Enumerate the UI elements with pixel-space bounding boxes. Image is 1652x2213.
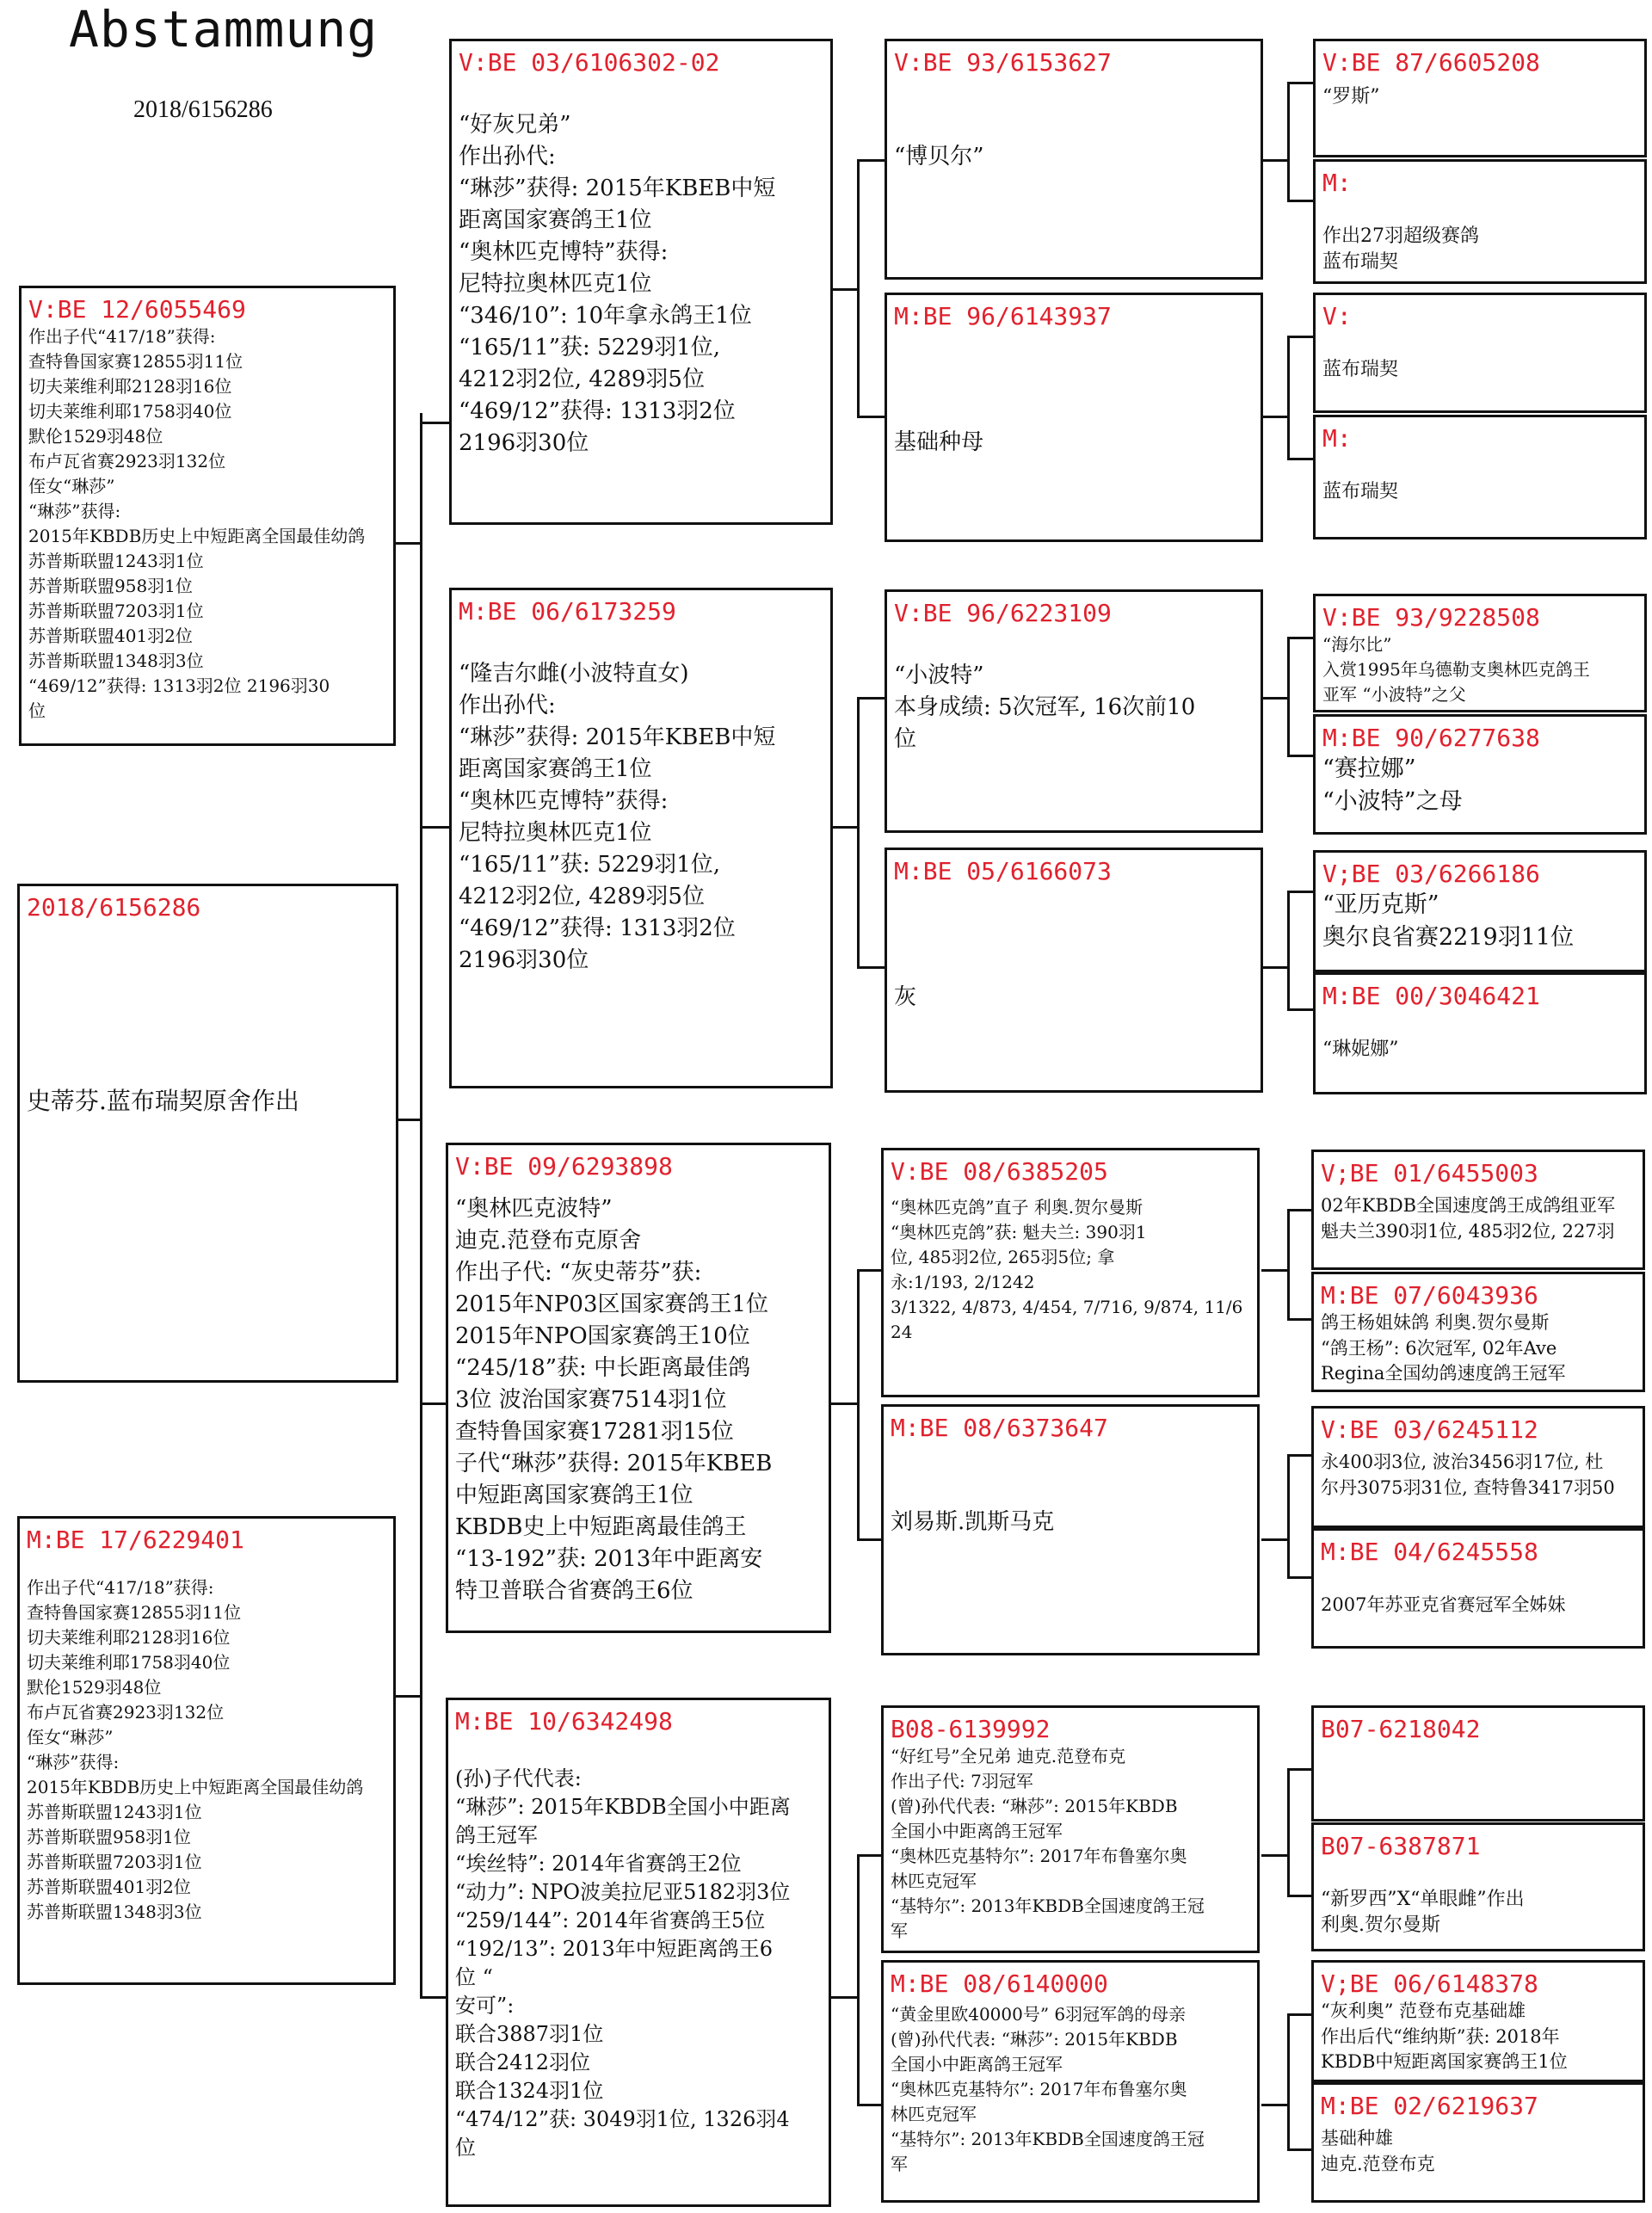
- text-line: [894, 363, 1255, 395]
- ancestor-box-5[interactable]: [1313, 594, 1647, 712]
- text-line: 军: [891, 1920, 908, 1941]
- registration-number: B07-6218042: [1321, 1715, 1481, 1743]
- text-line: 永:1/193, 2/1242: [891, 1272, 1035, 1292]
- connector-line: [1261, 966, 1287, 969]
- text-line: 02年KBDB全国速度鸽王成鸽组亚军: [1321, 1195, 1616, 1216]
- text-line: 2196羽30位: [459, 430, 589, 456]
- text-line: 入赏1995年乌德勒支奥林匹克鸽王: [1322, 659, 1590, 680]
- registration-number: V:: [1322, 302, 1352, 330]
- text-line: 蓝布瑞契: [1322, 251, 1399, 273]
- text-line: [455, 1736, 823, 1765]
- great-grandparent-box-8[interactable]: [881, 1960, 1260, 2203]
- registration-number: V:BE 03/6106302-02: [459, 48, 720, 77]
- text-line: 联合1324羽1位: [455, 2079, 604, 2103]
- text-line: 距离国家赛鸽王1位: [459, 756, 652, 782]
- connector-line: [1287, 2148, 1313, 2151]
- text-line: 侄女“琳莎”: [27, 1727, 114, 1748]
- connector-line: [857, 159, 860, 417]
- text-line: 查特鲁国家赛12855羽11位: [28, 351, 243, 372]
- connector-line: [857, 1854, 860, 2104]
- connector-line: [394, 542, 420, 545]
- connector-line: [1287, 1209, 1313, 1211]
- registration-number: V:BE 93/6153627: [894, 48, 1112, 77]
- text-line: 2015年NPO国家赛鸽王10位: [455, 1323, 750, 1349]
- registration-number: M:BE 96/6143937: [894, 302, 1112, 330]
- text-line: “鸽王杨”: 6次冠军, 02年Ave: [1321, 1337, 1557, 1359]
- text-line: 作出孙代:: [459, 693, 556, 718]
- ancestor-box-8[interactable]: [1313, 972, 1647, 1094]
- text-line: 2015年KBDB历史上中短距离全国最佳幼鸽: [28, 526, 366, 546]
- ancestor-box-16[interactable]: [1311, 2082, 1645, 2203]
- registration-number: M:BE 00/3046421: [1322, 982, 1540, 1010]
- text-line: “469/12”获得: 1313羽2位: [459, 398, 736, 424]
- connector-line: [857, 1269, 881, 1272]
- text-line: [894, 109, 1255, 141]
- text-line: [1321, 1861, 1637, 1887]
- text-line: [459, 77, 825, 109]
- text-line: [894, 628, 1255, 660]
- registration-number: M:BE 08/6373647: [891, 1414, 1108, 1442]
- connector-line: [1287, 637, 1290, 757]
- text-line: 苏普斯联盟1348羽3位: [28, 650, 204, 671]
- connector-line: [1261, 1854, 1287, 1857]
- connector-line: [857, 1854, 881, 1857]
- text-line: [894, 77, 1255, 109]
- text-line: “奥林匹克基特尔”: 2017年布鲁塞尔奥: [891, 1846, 1187, 1866]
- text-line: 鸽王冠军: [455, 1823, 538, 1847]
- text-line: “165/11”获: 5229羽1位,: [459, 335, 721, 361]
- text-line: 位: [28, 700, 46, 721]
- registration-number: V;BE 06/6148378: [1321, 1970, 1538, 1998]
- registration-number: M:BE 02/6219637: [1321, 2092, 1538, 2120]
- text-line: “13-192”获: 2013年中距离安: [455, 1546, 763, 1572]
- text-line: [894, 395, 1255, 427]
- text-line: 利奥.贺尔曼斯: [1321, 1914, 1440, 1936]
- text-line: [894, 950, 1255, 982]
- connector-line: [1287, 1209, 1290, 1321]
- text-line: “琳莎”获得: 2015年KBEB中短: [459, 724, 776, 750]
- text-line: 全国小中距离鸽王冠军: [891, 2054, 1063, 2074]
- connector-line: [420, 413, 422, 826]
- text-line: “动力”: NPO波美拉尼亚5182羽3位: [455, 1880, 791, 1904]
- registration-number: B08-6139992: [891, 1715, 1051, 1743]
- great-grandparent-box-3[interactable]: [885, 589, 1263, 833]
- text-line: 作出27羽超级赛鸽: [1322, 225, 1479, 247]
- text-line: 距离国家赛鸽王1位: [459, 207, 652, 233]
- granddam-paternal-box[interactable]: [449, 588, 833, 1088]
- text-line: 刘易斯.凯斯马克: [891, 1509, 1055, 1535]
- text-line: 作出后代“维纳斯”获: 2018年: [1321, 2025, 1560, 2047]
- text-line: [1322, 331, 1639, 357]
- text-line: 联合2412羽位: [455, 2050, 591, 2074]
- text-line: 布卢瓦省赛2923羽132位: [28, 451, 226, 472]
- text-line: “新罗西”X“单眼雌”作出: [1321, 1889, 1525, 1910]
- connector-line: [1287, 1318, 1313, 1321]
- ancestor-box-7[interactable]: [1313, 850, 1647, 972]
- text-line: 3位 波治国家赛7514羽1位: [455, 1387, 727, 1413]
- registration-number: B07-6387871: [1321, 1832, 1481, 1860]
- text-line: [894, 918, 1255, 950]
- connector-line: [420, 826, 449, 829]
- connector-line: [420, 422, 449, 424]
- text-line: “奥林匹克博特”获得:: [459, 239, 669, 265]
- text-line: “192/13”: 2013年中短距离鸽王6: [455, 1937, 774, 1961]
- text-line: 位: [894, 726, 917, 752]
- text-line: 2007年苏亚克省赛冠军全姊妹: [1321, 1593, 1566, 1615]
- text-line: 基础种母: [894, 429, 984, 455]
- text-line: “奥林匹克鸽”直子 利奥.贺尔曼斯: [891, 1197, 1143, 1217]
- ancestor-box-3[interactable]: [1313, 293, 1647, 413]
- ancestor-box-15[interactable]: [1311, 1960, 1645, 2082]
- text-line: (曾)孙代代表: “琳莎”: 2015年KBDB: [891, 1796, 1178, 1816]
- text-line: “奥林匹克博特”获得:: [459, 788, 669, 814]
- registration-number: M:BE 04/6245558: [1321, 1538, 1538, 1566]
- text-line: 基础种雄: [1321, 2128, 1393, 2148]
- text-line: 苏普斯联盟401羽2位: [27, 1877, 191, 1897]
- connector-line: [857, 697, 860, 969]
- connector-line: [1287, 755, 1313, 757]
- text-line: 切夫莱维利耶2128羽16位: [28, 376, 232, 397]
- registration-number: V:BE 12/6055469: [28, 295, 246, 324]
- registration-number: V:BE 03/6245112: [1321, 1415, 1538, 1444]
- text-line: “259/144”: 2014年省赛鸽王5位: [455, 1908, 766, 1933]
- registration-number: 2018/6156286: [27, 893, 201, 922]
- text-line: “埃丝特”: 2014年省赛鸽王2位: [455, 1852, 742, 1876]
- text-line: 本身成绩: 5次冠军, 16次前10: [894, 694, 1196, 720]
- text-line: 尼特拉奥林匹克1位: [459, 820, 652, 846]
- registration-number: V:BE 87/6605208: [1322, 48, 1540, 77]
- text-line: 永400羽3位, 波治3456羽17位, 杜: [1321, 1452, 1604, 1472]
- connector-line: [857, 416, 885, 418]
- text-line: 2015年NP03区国家赛鸽王1位: [455, 1291, 769, 1317]
- text-line: “469/12”获得: 1313羽2位: [459, 915, 736, 941]
- registration-number: V;BE 01/6455003: [1321, 1159, 1538, 1187]
- text-line: “罗斯”: [1322, 86, 1380, 108]
- registration-number: M:BE 05/6166073: [894, 857, 1112, 885]
- text-line: “亚历克斯”: [1322, 891, 1439, 918]
- text-line: [894, 331, 1255, 363]
- text-line: 4212羽2位, 4289羽5位: [459, 367, 705, 392]
- text-line: 位, 485羽2位, 265羽5位; 拿: [891, 1247, 1115, 1267]
- text-line: [891, 1443, 1252, 1475]
- great-grandparent-box-7[interactable]: [881, 1705, 1260, 1953]
- text-line: “好红号”全兄弟 迪克.范登布克: [891, 1746, 1126, 1766]
- connector-line: [1287, 1008, 1313, 1011]
- grandsire-paternal-box[interactable]: [449, 39, 833, 525]
- text-line: 默伦1529羽48位: [28, 426, 163, 447]
- great-grandparent-box-4[interactable]: [885, 848, 1263, 1093]
- text-line: 军: [891, 2154, 908, 2174]
- connector-line: [1261, 416, 1287, 418]
- registration-number: M:: [1322, 169, 1352, 197]
- connector-line: [1287, 200, 1313, 202]
- text-line: [1322, 1011, 1639, 1037]
- text-line: 尔丹3075羽31位, 查特鲁3417羽50: [1321, 1476, 1615, 1498]
- text-line: “好灰兄弟”: [459, 112, 571, 138]
- ancestor-box-13[interactable]: [1311, 1705, 1645, 1822]
- text-line: “奥林匹克鸽”获: 魁夫兰: 390羽1: [891, 1222, 1147, 1242]
- text-line: 切夫莱维利耶1758羽40位: [27, 1652, 231, 1673]
- ancestor-box-2[interactable]: [1313, 159, 1647, 284]
- text-line: 苏普斯联盟7203羽1位: [27, 1852, 202, 1872]
- text-line: 蓝布瑞契: [1322, 359, 1399, 380]
- text-line: “灰利奥” 范登布克基础雄: [1321, 2000, 1526, 2021]
- connector-line: [1287, 891, 1290, 1011]
- text-line: “165/11”获: 5229羽1位,: [459, 852, 721, 878]
- text-line: “474/12”获: 3049羽1位, 1326羽4: [455, 2107, 790, 2131]
- connector-line: [1287, 1454, 1290, 1579]
- connector-line: [1287, 82, 1313, 84]
- text-line: 史蒂芬.蓝布瑞契原舍作出: [27, 1087, 299, 1115]
- connector-line: [1287, 2013, 1290, 2151]
- text-line: 全国小中距离鸽王冠军: [891, 1821, 1063, 1841]
- text-line: “346/10”: 10年拿永鸽王1位: [459, 303, 752, 329]
- text-line: 作出子代: “灰史蒂芬”获:: [455, 1260, 702, 1285]
- text-line: 作出子代: 7羽冠军: [891, 1771, 1033, 1791]
- text-line: “琳妮娜”: [1322, 1039, 1399, 1060]
- text-line: “469/12”获得: 1313羽2位 2196羽30: [28, 675, 330, 696]
- text-line: (曾)孙代代表: “琳莎”: 2015年KBDB: [891, 2029, 1178, 2050]
- text-line: [1321, 1567, 1637, 1593]
- connector-line: [857, 1269, 860, 1540]
- subject-box[interactable]: [17, 884, 398, 1383]
- text-line: 鸽王杨姐妹鸽 利奥.贺尔曼斯: [1321, 1312, 1550, 1333]
- connector-line: [1261, 2104, 1287, 2106]
- connector-line: [857, 159, 885, 162]
- registration-number: M:BE 07/6043936: [1321, 1281, 1538, 1310]
- text-line: 迪克.范登布克原舍: [455, 1228, 642, 1254]
- ancestor-box-12[interactable]: [1311, 1528, 1645, 1649]
- connector-line: [1261, 159, 1287, 162]
- registration-number: M:: [1322, 424, 1352, 453]
- text-line: 切夫莱维利耶1758羽40位: [28, 401, 232, 422]
- connector-line: [1287, 2013, 1313, 2016]
- text-line: 作出子代“417/18”获得:: [27, 1577, 214, 1598]
- text-line: Regina全国幼鸽速度鸽王冠军: [1321, 1363, 1566, 1384]
- text-line: “博贝尔”: [894, 144, 984, 170]
- connector-line: [1261, 1538, 1287, 1541]
- connector-line: [1287, 458, 1313, 460]
- connector-line: [857, 2104, 881, 2106]
- great-grandparent-box-1[interactable]: [885, 39, 1263, 280]
- text-line: 位 “: [455, 1965, 493, 1989]
- text-line: “琳莎”获得: 2015年KBEB中短: [459, 176, 776, 201]
- text-line: 切夫莱维利耶2128羽16位: [27, 1627, 231, 1648]
- great-grandparent-box-5[interactable]: [881, 1148, 1260, 1397]
- text-line: “海尔比”: [1322, 634, 1392, 655]
- page-title: Abstammung: [69, 0, 379, 59]
- text-line: 2196羽30位: [459, 947, 589, 973]
- registration-number: M:BE 17/6229401: [27, 1526, 244, 1554]
- text-line: “琳莎”: 2015年KBDB全国小中距离: [455, 1795, 791, 1819]
- connector-line: [1287, 891, 1313, 893]
- registration-number: V:BE 08/6385205: [891, 1157, 1108, 1186]
- text-line: 安可”:: [455, 1994, 515, 2018]
- text-line: 特卫普联合省赛鸽王6位: [455, 1578, 693, 1604]
- registration-number: V:BE 96/6223109: [894, 599, 1112, 627]
- text-line: 林匹克冠军: [891, 1871, 977, 1891]
- registration-number: M:BE 06/6173259: [459, 597, 676, 626]
- connector-line: [857, 697, 885, 700]
- text-line: “琳莎”获得:: [28, 501, 121, 521]
- text-line: “赛拉娜”: [1322, 755, 1416, 782]
- text-line: 默伦1529羽48位: [27, 1677, 162, 1698]
- text-line: 24: [891, 1322, 913, 1342]
- ancestor-box-14[interactable]: [1311, 1822, 1645, 1951]
- text-line: 苏普斯联盟1348羽3位: [27, 1902, 202, 1922]
- ancestor-box-1[interactable]: [1313, 39, 1647, 157]
- text-line: 侄女“琳莎”: [28, 476, 115, 496]
- text-line: 查特鲁国家赛12855羽11位: [27, 1602, 242, 1623]
- text-line: 中短距离国家赛鸽王1位: [455, 1483, 693, 1508]
- connector-line: [1261, 1269, 1287, 1272]
- text-line: 苏普斯联盟1243羽1位: [27, 1802, 202, 1822]
- text-line: [1322, 198, 1639, 224]
- text-line: 布卢瓦省赛2923羽132位: [27, 1702, 225, 1723]
- ancestor-box-4[interactable]: [1313, 415, 1647, 539]
- text-line: 联合3887羽1位: [455, 2022, 604, 2046]
- text-line: 魁夫兰390羽1位, 485羽2位, 227羽: [1321, 1220, 1615, 1242]
- text-line: [894, 886, 1255, 918]
- connector-line: [420, 1402, 449, 1405]
- text-line: KBDB史上中短距离最佳鸽王: [455, 1514, 747, 1540]
- text-line: 作出子代“417/18”获得:: [28, 326, 216, 347]
- text-line: “小波特”之母: [1322, 787, 1463, 815]
- ring-number-heading: 2018/6156286: [133, 96, 273, 123]
- registration-number: M:BE 90/6277638: [1322, 724, 1540, 752]
- connector-line: [857, 1538, 881, 1541]
- sire-box[interactable]: [19, 286, 396, 746]
- connector-line: [1261, 697, 1287, 700]
- text-line: 苏普斯联盟401羽2位: [28, 626, 193, 646]
- text-line: “基特尔”: 2013年KBDB全国速度鸽王冠: [891, 2129, 1205, 2149]
- connector-line: [394, 1695, 420, 1698]
- text-line: 奥尔良省赛2219羽11位: [1322, 923, 1575, 951]
- connector-line: [1287, 336, 1290, 460]
- text-line: 苏普斯联盟7203羽1位: [28, 601, 204, 621]
- registration-number: V:BE 09/6293898: [455, 1152, 673, 1180]
- great-grandparent-box-2[interactable]: [885, 293, 1263, 542]
- text-line: [1322, 453, 1639, 479]
- text-line: 蓝布瑞契: [1322, 481, 1399, 502]
- connector-line: [420, 1996, 449, 1999]
- text-line: [459, 626, 825, 658]
- text-line: “隆吉尔雌(小波特直女): [459, 661, 689, 687]
- ancestor-box-11[interactable]: [1311, 1406, 1645, 1528]
- text-line: “小波特”: [894, 663, 984, 688]
- connector-line: [1287, 336, 1313, 338]
- text-line: 亚军 “小波特”之父: [1322, 684, 1466, 705]
- connector-line: [420, 1402, 422, 1996]
- text-line: 位: [455, 2136, 476, 2160]
- dam-box[interactable]: [17, 1516, 396, 1985]
- text-line: “奥林匹克波特”: [455, 1196, 613, 1222]
- connector-line: [857, 966, 885, 969]
- text-line: 灰: [894, 984, 917, 1010]
- text-line: 林匹克冠军: [891, 2104, 977, 2124]
- text-line: 苏普斯联盟958羽1位: [27, 1827, 191, 1847]
- text-line: 查特鲁国家赛17281羽15位: [455, 1419, 734, 1445]
- registration-number: M:BE 08/6140000: [891, 1970, 1108, 1998]
- ancestor-box-9[interactable]: [1311, 1150, 1645, 1270]
- text-line: “黄金里欧40000号” 6羽冠军鸽的母亲: [891, 2004, 1187, 2025]
- text-line: “奥林匹克基特尔”: 2017年布鲁塞尔奥: [891, 2079, 1187, 2099]
- text-line: (孙)子代代表:: [455, 1766, 582, 1791]
- registration-number: V:BE 93/9228508: [1322, 603, 1540, 632]
- connector-line: [831, 1996, 857, 1999]
- registration-number: M:BE 10/6342498: [455, 1707, 673, 1735]
- text-line: 迪克.范登布克: [1321, 2153, 1435, 2174]
- connector-line: [1287, 1576, 1313, 1579]
- text-line: “基特尔”: 2013年KBDB全国速度鸽王冠: [891, 1896, 1205, 1916]
- connector-line: [1287, 1454, 1313, 1457]
- text-line: “245/18”获: 中长距离最佳鸽: [455, 1355, 751, 1381]
- connector-line: [831, 826, 857, 829]
- text-line: 苏普斯联盟1243羽1位: [28, 551, 204, 571]
- connector-line: [1287, 1895, 1313, 1897]
- text-line: 4212羽2位, 4289羽5位: [459, 884, 705, 909]
- text-line: 苏普斯联盟958羽1位: [28, 576, 193, 596]
- text-line: 2015年KBDB历史上中短距离全国最佳幼鸽: [27, 1777, 364, 1797]
- text-line: 尼特拉奥林匹克1位: [459, 271, 652, 297]
- connector-line: [1287, 82, 1290, 202]
- text-line: [891, 1475, 1252, 1507]
- text-line: 3/1322, 4/873, 4/454, 7/716, 9/874, 11/6: [891, 1297, 1243, 1317]
- grandsire-maternal-box[interactable]: [446, 1143, 831, 1633]
- connector-line: [1287, 1768, 1290, 1897]
- ancestor-box-10[interactable]: [1311, 1272, 1645, 1392]
- text-line: 子代“琳莎”获得: 2015年KBEB: [455, 1451, 773, 1476]
- granddam-maternal-box[interactable]: [446, 1698, 831, 2207]
- text-line: KBDB中短距离国家赛鸽王1位: [1321, 2051, 1568, 2072]
- text-line: “琳莎”获得:: [27, 1752, 120, 1772]
- connector-line: [831, 1402, 857, 1405]
- text-line: 作出孙代:: [459, 144, 556, 170]
- registration-number: V;BE 03/6266186: [1322, 860, 1540, 888]
- connector-line: [831, 288, 857, 291]
- connector-line: [1287, 637, 1313, 639]
- great-grandparent-box-6[interactable]: [881, 1404, 1260, 1655]
- ancestor-box-6[interactable]: [1313, 714, 1647, 835]
- connector-line: [1287, 1768, 1313, 1771]
